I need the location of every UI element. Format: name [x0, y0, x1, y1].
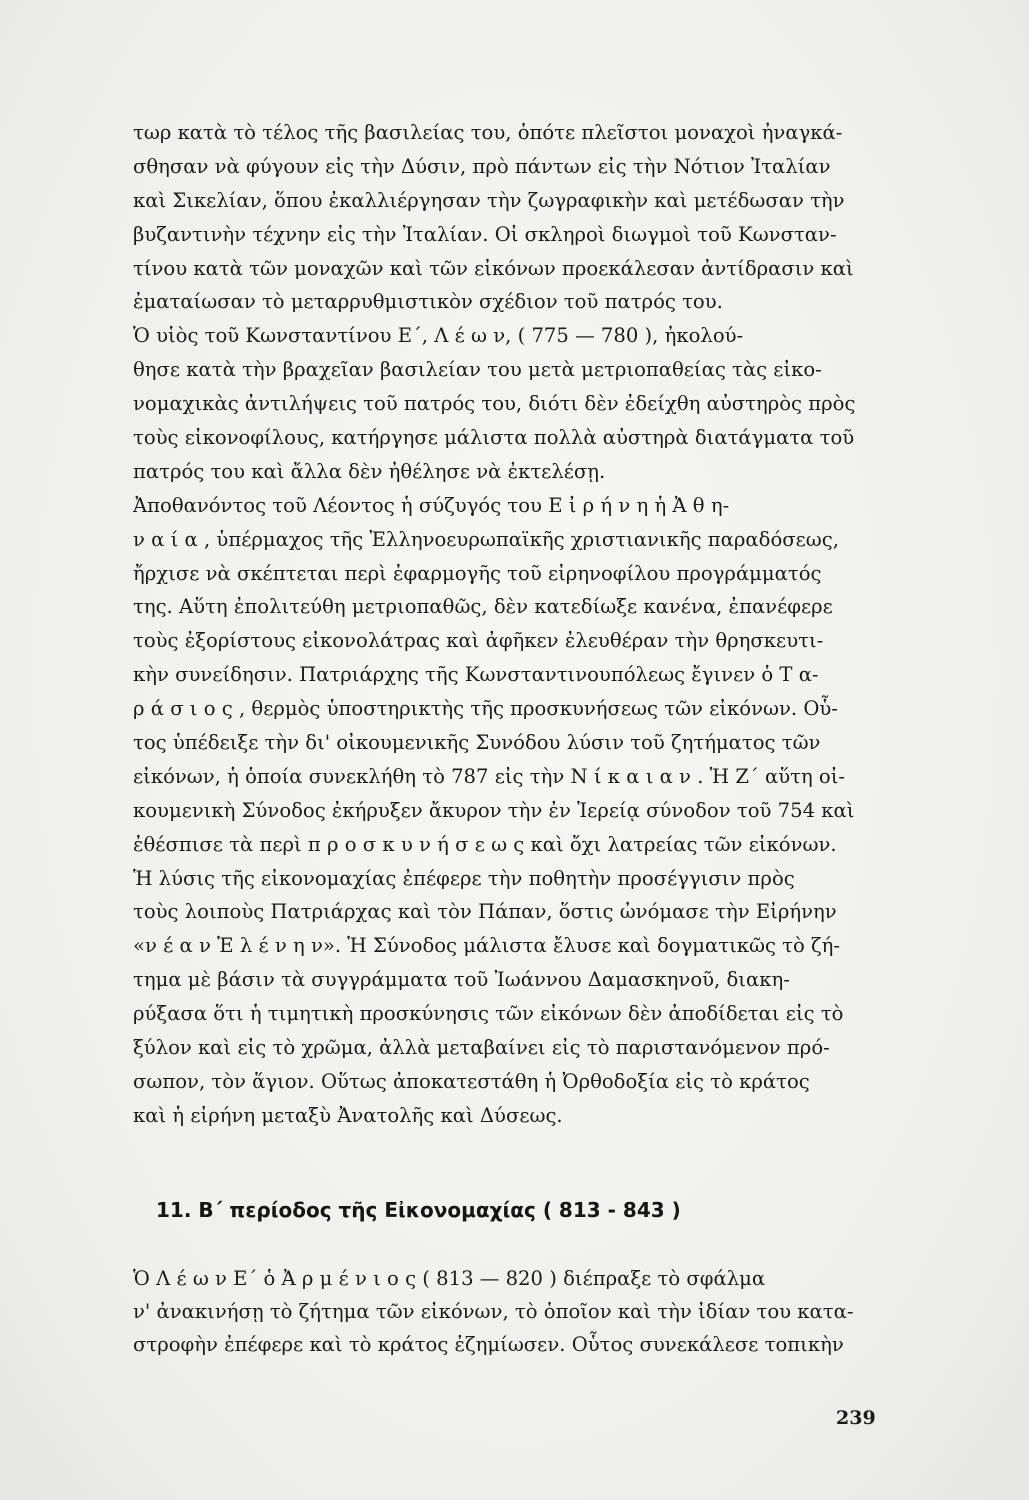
text-line: της. Αὕτη ἐπολιτεύθη μετριοπαθῶς, δὲν κατεδίωξε κανένα, ἐπανέφερε [133, 595, 833, 619]
text-line: «ν έ α ν Ἑ λ έ ν η ν». Ἡ Σύνοδος μάλιστα ἔλυσε καὶ δογματικῶς τὸ ζή- [133, 934, 841, 958]
text-line: τημα μὲ βάσιν τὰ συγγράμματα τοῦ Ἰωάννου Δαμασκηνοῦ, διακη- [133, 968, 790, 992]
section-heading: 11. Β΄ περίοδος τῆς Εἰκονομαχίας ( 813 - 843 ) [156, 1198, 681, 1222]
text-line: πατρός του καὶ ἄλλα δὲν ἠθέλησε νὰ ἐκτελέσῃ. [133, 459, 606, 483]
page-number: 239 [836, 1407, 876, 1429]
text-line: Ἀποθανόντος τοῦ Λέοντος ἡ σύζυγός του Ε ἰ ρ ή ν η ἡ Ἀ θ η- [133, 493, 730, 517]
text-line: σωπον, τὸν ἅγιον. Οὕτως ἀποκατεστάθη ἡ Ὀρθοδοξία εἰς τὸ κράτος [133, 1069, 810, 1093]
text-line: θησε κατὰ τὴν βραχεῖαν βασιλείαν του μετὰ μετριοπαθείας τὰς εἰκο- [133, 358, 822, 382]
text-line: τος ὑπέδειξε τὴν δι' οἰκουμενικῆς Συνόδου λύσιν τοῦ ζητήματος τῶν [133, 731, 821, 755]
text-line: κὴν συνείδησιν. Πατριάρχης τῆς Κωνσταντινουπόλεως ἔγινεν ὁ Τ α- [133, 663, 819, 687]
text-line: ρ ά σ ι ο ς , θερμὸς ὑποστηρικτὴς τῆς προσκυνήσεως τῶν εἰκόνων. Οὗ- [133, 697, 838, 721]
text-line: τοὺς λοιποὺς Πατριάρχας καὶ τὸν Πάπαν, ὅστις ὠνόμασε τὴν Εἰρήνην [133, 900, 837, 924]
text-line: νομαχικὰς ἀντιλήψεις τοῦ πατρός του, διότι δὲν ἐδείχθη αὐστηρὸς πρὸς [133, 392, 856, 416]
text-line: κουμενικὴ Σύνοδος ἐκήρυξεν ἄκυρον τὴν ἐν Ἱερείᾳ σύνοδον τοῦ 754 καὶ [133, 798, 855, 822]
text-line: ἤρχισε νὰ σκέπτεται περὶ ἐφαρμογῆς τοῦ εἰρηνοφίλου προγράμματός [133, 561, 822, 585]
text-line: τοὺς εἰκονοφίλους, κατήργησε μάλιστα πολλὰ αὐστηρὰ διατάγματα τοῦ [133, 426, 855, 450]
text-line: καὶ ἡ εἰρήνη μεταξὺ Ἀνατολῆς καὶ Δύσεως. [133, 1103, 563, 1127]
text-line: ἐθέσπισε τὰ περὶ π ρ ο σ κ υ ν ή σ ε ω ς καὶ ὄχι λατρείας τῶν εἰκόνων. [133, 832, 837, 856]
text-line: τίνου κατὰ τῶν μοναχῶν καὶ τῶν εἰκόνων προεκάλεσαν ἀντίδρασιν καὶ [133, 256, 854, 280]
text-line: τοὺς ἐξορίστους εἰκονολάτρας καὶ ἀφῆκεν ἐλευθέραν τὴν θρησκευτι- [133, 629, 824, 653]
text-line: ν' ἀνακινήσῃ τὸ ζήτημα τῶν εἰκόνων, τὸ ὁποῖον καὶ τὴν ἰδίαν του κατα- [133, 1300, 854, 1323]
text-line: καὶ Σικελίαν, ὅπου ἐκαλλιέργησαν τὴν ζωγραφικὴν καὶ μετέδωσαν τὴν [133, 188, 845, 212]
text-line: Ὁ Λ έ ω ν Ε΄ ὁ Ἀ ρ μ έ ν ι ο ς ( 813 — 820 ) διέπραξε τὸ σφάλμα [133, 1267, 766, 1290]
text-line: στροφὴν ἐπέφερε καὶ τὸ κράτος ἐζημίωσεν. Οὗτος συνεκάλεσε τοπικὴν [133, 1333, 844, 1356]
text-line: ν α ί α , ὑπέρμαχος τῆς Ἑλληνοευρωπαϊκῆς χριστιανικῆς παραδόσεως, [133, 527, 839, 551]
text-line: εἰκόνων, ἡ ὁποία συνεκλήθη τὸ 787 εἰς τὴν Ν ί κ α ι α ν . Ἡ Ζ΄ αὕτη οἰ- [133, 764, 846, 788]
text-line: ἐματαίωσαν τὸ μεταρρυθμιστικὸν σχέδιον τοῦ πατρός του. [133, 290, 723, 314]
text-line: ξύλον καὶ εἰς τὸ χρῶμα, ἀλλὰ μεταβαίνει εἰς τὸ παριστανόμενον πρό- [133, 1036, 830, 1060]
section-text-block [133, 1262, 873, 1361]
text-line: σθησαν νὰ φύγουν εἰς τὴν Δύσιν, πρὸ πάντων εἰς τὴν Νότιον Ἰταλίαν [133, 154, 831, 178]
main-text-block [133, 116, 873, 1133]
text-line: Ὁ υἱὸς τοῦ Κωνσταντίνου Ε΄, Λ έ ω ν, ( 775 — 780 ), ἠκολού- [133, 324, 744, 348]
text-line: βυζαντινὴν τέχνην εἰς τὴν Ἰταλίαν. Οἱ σκληροὶ διωγμοὶ τοῦ Κωνσταν- [133, 222, 837, 246]
text-line: τωρ κατὰ τὸ τέλος τῆς βασιλείας του, ὁπότε πλεῖστοι μοναχοὶ ἠναγκά- [133, 121, 843, 144]
text-line: ρύξασα ὅτι ἡ τιμητικὴ προσκύνησις τῶν εἰκόνων δὲν ἀποδίδεται εἰς τὸ [133, 1002, 844, 1026]
text-line: Ἡ λύσις τῆς εἰκονομαχίας ἐπέφερε τὴν ποθητὴν προσέγγισιν πρὸς [133, 866, 795, 890]
